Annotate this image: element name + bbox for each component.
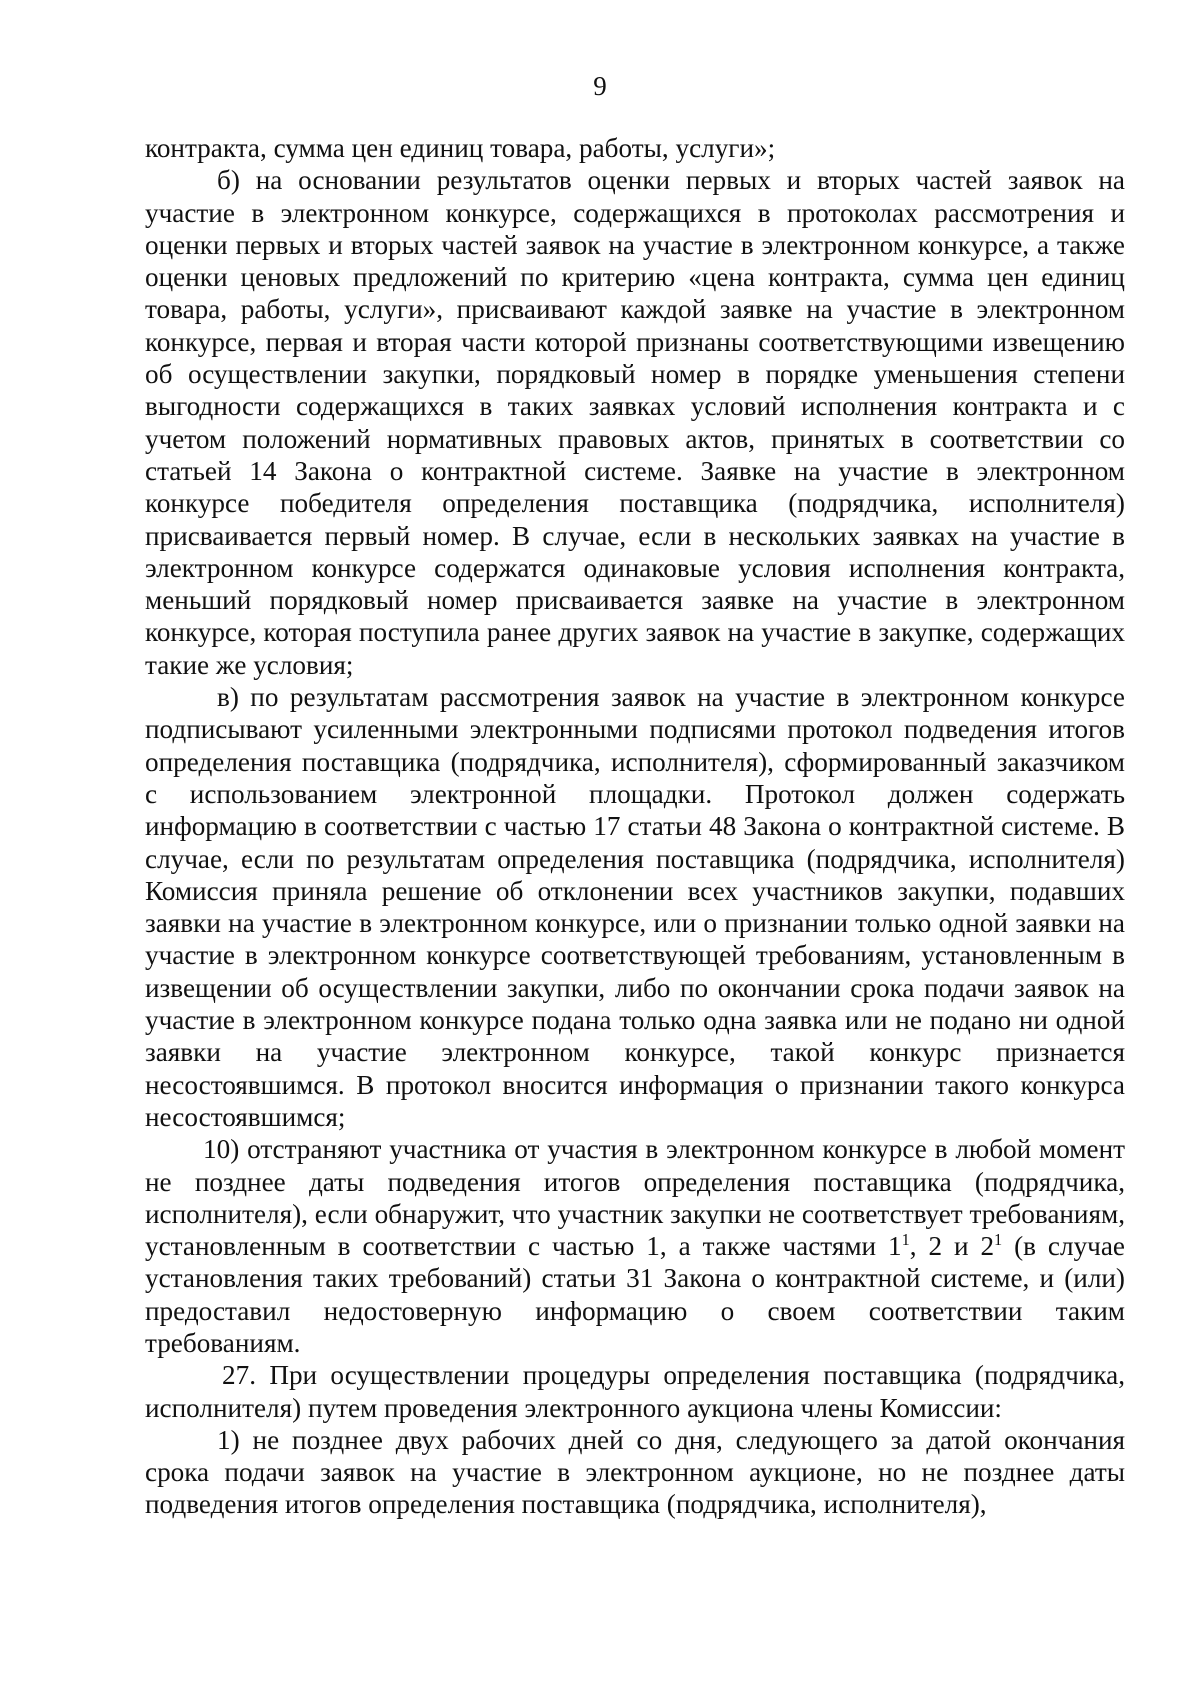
paragraph-clause-27: 27. При осуществлении процедуры определения поставщика (подрядчика, исполнителя) путем проведения электронного аукциона члены Комиссии: [145, 1360, 1125, 1423]
superscript-1: 1 [901, 1230, 910, 1250]
paragraph-item-10 [145, 1133, 1125, 1359]
paragraph-item-1: 1) не позднее двух рабочих дней со дня, следующего за датой окончания срока подачи заявок на участие в электронном аукционе, но не позднее даты подведения итогов определения поставщика (подрядчика, исполнителя), [145, 1424, 1125, 1520]
superscript-2: 1 [994, 1230, 1003, 1250]
paragraph-item-10-text-3: (в случае установления таких требований) статьи 31 Закона о контрактной системе, и (или) предоставил недостоверную информацию о своем соответствии таким требованиям. [145, 1231, 1125, 1358]
paragraph-continuation: контракта, сумма цен единиц товара, работы, услуги»; [145, 133, 776, 163]
paragraph-item-b: б) на основании результатов оценки первых и вторых частей заявок на участие в электронном конкурсе, содержащихся в протоколах рассмотрения и оценки первых и вторых частей заявок на участие в электронном конкурсе, а также оценки ценовых предложений по критерию «цена контракта, сумма цен единиц товара, работы, услуги», присваивают каждой заявке на участие в электронном конкурсе, первая и вторая части которой признаны соответствующими извещению об осуществлении закупки, порядковый номер в порядке уменьшения степени выгодности содержащихся в таких заявках условий исполнения контракта и с учетом положений нормативных правовых актов, принятых в соответствии со статьей 14 Закона о контрактной системе. Заявке на участие в электронном конкурсе победителя определения поставщика (подрядчика, исполнителя) присваивается первый номер. В случае, если в нескольких заявках на участие в электронном конкурсе содержатся одинаковые условия исполнения контракта, меньший порядковый номер присваивается заявке на участие в электронном конкурсе, которая поступила ранее других заявок на участие в закупке, содержащих такие же условия; [145, 165, 1125, 680]
paragraph-item-10-text-1: 10) отстраняют участника от участия в электронном конкурсе в любой момент не позднее даты подведения итогов определения поставщика (подрядчика, исполнителя), если обнаружит, что участник закупки не соответствует требованиям, установленным в соответствии с частью 1, а также частями 1 [145, 1134, 1125, 1262]
paragraph-item-v: в) по результатам рассмотрения заявок на участие в электронном конкурсе подписывают усиленными электронными подписями протокол подведения итогов определения поставщика (подрядчика, исполнителя), сформированный заказчиком с использованием электронной площадки. Протокол должен содержать информацию в соответствии с частью 17 статьи 48 Закона о контрактной системе. В случае, если по результатам определения поставщика (подрядчика, исполнителя) Комиссия приняла решение об отклонении всех участников закупки, подавших заявки на участие в электронном конкурсе, или о признании только одной заявки на участие в электронном конкурсе соответствующей требованиям, установленным в извещении об осуществлении закупки, либо по окончании срока подачи заявок на участие в электронном конкурсе подана только одна заявка или не подано ни одной заявки на участие электронном конкурсе, такой конкурс признается несостоявшимся. В протокол вносится информация о признании такого конкурса несостоявшимся; [145, 682, 1125, 1132]
paragraph-item-10-text-2: , 2 и 2 [909, 1231, 995, 1262]
page-number: 9 [593, 71, 607, 101]
document-body [145, 132, 1125, 1521]
